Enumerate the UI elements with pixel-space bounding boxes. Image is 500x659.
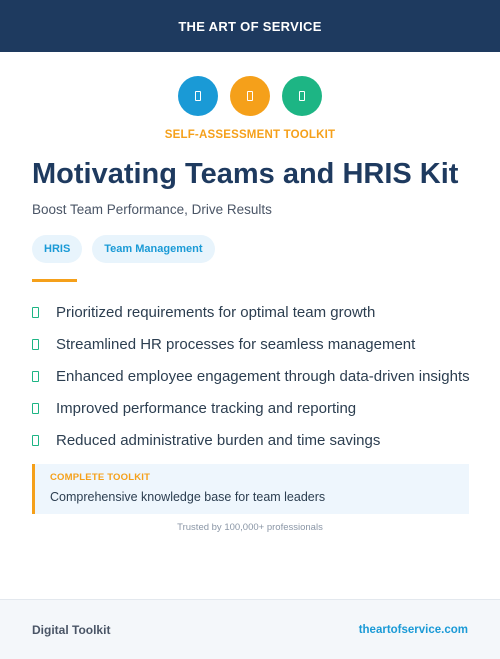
header-bar <box>0 0 500 52</box>
document-glyph-icon <box>195 91 201 101</box>
callout-label: COMPLETE TOOLKIT <box>50 472 151 483</box>
tag-team-management: Team Management <box>92 235 214 263</box>
document-glyph-icon <box>247 91 253 101</box>
list-item <box>32 328 492 360</box>
trust-line: Trusted by 100,000+ professionals <box>177 522 323 533</box>
document-glyph-icon <box>299 91 305 101</box>
callout-box <box>32 464 469 514</box>
list-item <box>32 392 492 424</box>
checkmark-icon <box>32 339 39 350</box>
brand-name: THE ART OF SERVICE <box>178 18 322 34</box>
benefit-text: Prioritized requirements for optimal team growth <box>56 303 376 321</box>
page-title: Motivating Teams and HRIS Kit <box>32 158 459 190</box>
checkmark-icon <box>32 307 39 318</box>
toolkit-icon-3 <box>282 76 322 116</box>
website-link[interactable]: theartofservice.com <box>358 623 468 636</box>
checkmark-icon <box>32 435 39 446</box>
benefit-list <box>32 296 492 456</box>
checkmark-icon <box>32 403 39 414</box>
callout-text: Comprehensive knowledge base for team leaders <box>50 490 326 504</box>
tag-list <box>32 235 215 263</box>
checkmark-icon <box>32 371 39 382</box>
list-item <box>32 296 492 328</box>
benefit-text: Improved performance tracking and reporting <box>56 399 357 417</box>
list-item <box>32 424 492 456</box>
toolkit-icon-2 <box>230 76 270 116</box>
footer-label: Digital Toolkit <box>32 622 111 637</box>
toolkit-icon-1 <box>178 76 218 116</box>
tag-hris: HRIS <box>32 235 82 263</box>
page-subtitle: Boost Team Performance, Drive Results <box>32 202 272 217</box>
benefit-text: Streamlined HR processes for seamless management <box>56 335 416 353</box>
benefit-text: Reduced administrative burden and time savings <box>56 431 381 449</box>
icon-row <box>0 76 500 116</box>
eyebrow-label: SELF-ASSESSMENT TOOLKIT <box>164 129 336 141</box>
footer <box>0 599 500 659</box>
benefit-text: Enhanced employee engagement through data-driven insights <box>56 367 470 385</box>
list-item <box>32 360 492 392</box>
accent-divider <box>32 279 77 282</box>
